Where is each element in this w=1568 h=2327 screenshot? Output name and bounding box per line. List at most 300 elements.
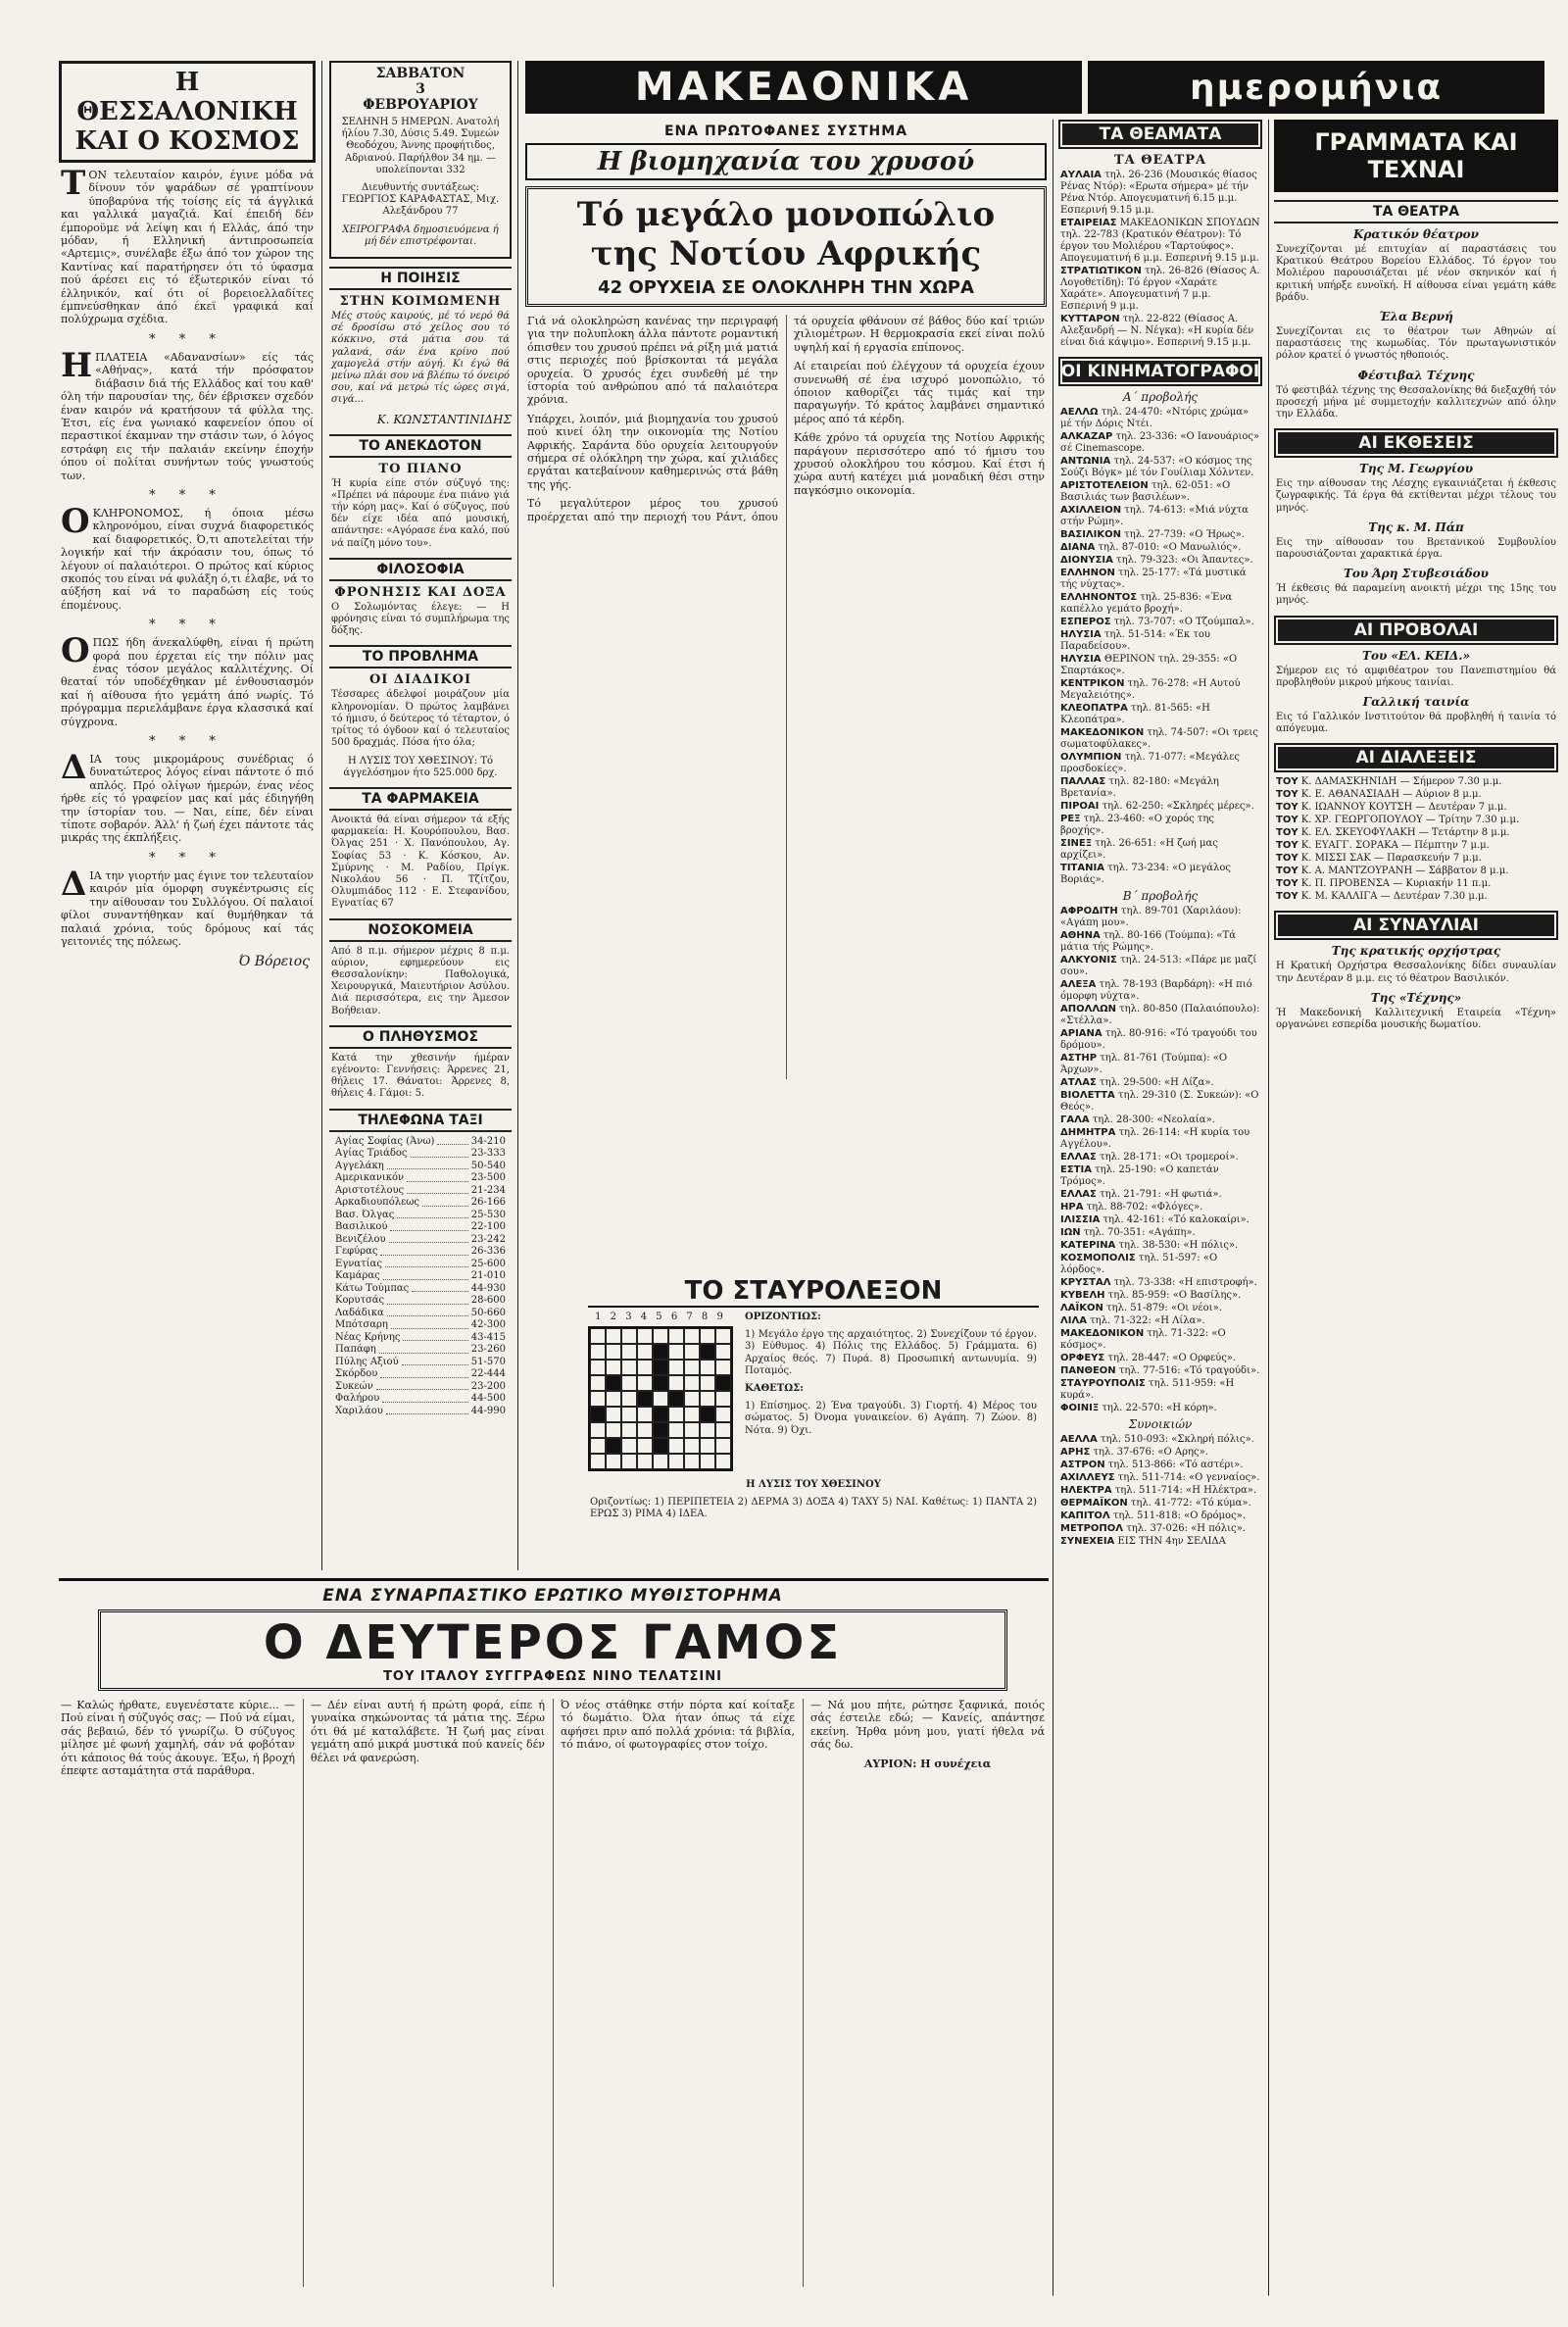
- taxi-stand: Αμερικανικόν: [335, 1172, 405, 1184]
- cinema-entry: ΕΛΛΗΝΟΝΤΟΣ τηλ. 25-836: «Ένα καπέλλο γεμάτο βροχή».: [1060, 592, 1233, 615]
- taxi-stand: Κορυτσάς: [335, 1295, 385, 1307]
- serial-novel: [59, 1586, 1047, 2311]
- cinema-entry-name: ΑΡΙΣΤΟΤΕΛΕΙΟΝ: [1060, 480, 1149, 491]
- cinema-entry: ΙΩΝ τηλ. 70-351: «Αγάπη».: [1060, 1227, 1196, 1238]
- taxi-stand: Αγίας Σοφίας (Άνω): [335, 1135, 435, 1147]
- taxi-phone: 25-530: [470, 1209, 506, 1220]
- cinema-entry-name: ΗΛΥΣΙΑ: [1060, 629, 1102, 640]
- crossword-cell: [653, 1454, 668, 1469]
- divider-stars: * * *: [149, 734, 225, 750]
- hospital-heading: ΝΟΣΟΚΟΜΕΙΑ: [329, 918, 512, 942]
- taxi-row: [335, 1368, 506, 1381]
- taxi-phone: 44-990: [470, 1405, 506, 1416]
- lecture-entry-name: ΤΟΥ: [1276, 802, 1298, 814]
- article-paragraph: Τό μεγαλύτερον μέρος του χρυσού προέρχεται από την περιοχή του Ράντ, όπου τά ορυχεία φθάνουν σέ βάθος δύο καί τριών χιλιομέτρων. Η θερμοκρασία εκεί είναι πολύ υψηλή καί ή εργασία επίπονος.: [527, 315, 1045, 523]
- cinema-entry: ΕΣΠΕΡΟΣ τηλ. 73-707: «Ο Τζούμπαλ».: [1060, 617, 1254, 627]
- cinema-entry: ΑΧΙΛΛΕΥΣ τηλ. 511-714: «Ο γενναίος».: [1060, 1472, 1260, 1483]
- problem-answer: Η ΛΥΣΙΣ ΤΟΥ ΧΘΕΣΙΝΟΥ: Τό άγγελόσημον ήτο 525.000 δρχ.: [343, 755, 498, 778]
- crossword-black-cell: [590, 1407, 606, 1422]
- cinema-entry: ΛΙΛΑ τηλ. 71-322: «Η Λίλα».: [1060, 1315, 1205, 1326]
- crossword-cell: [700, 1328, 715, 1344]
- crossword-cell: [684, 1375, 700, 1391]
- cinema-entry: ΚΥΒΕΛΗ τηλ. 85-959: «Ο Βασίλης».: [1060, 1290, 1242, 1301]
- cinema-entry-name: ΜΕΤΡΟΠΟΛ: [1060, 1523, 1124, 1534]
- taxi-row: [335, 1221, 506, 1234]
- taxi-phone: 50-540: [470, 1160, 506, 1171]
- lecture-entry-name: ΤΟΥ: [1276, 891, 1298, 903]
- article-kicker-title: Η βιομηχανία του χρυσού: [597, 147, 975, 176]
- crossword-cell: [590, 1328, 606, 1344]
- cinema-entry-name: ΑΠΟΛΛΩΝ: [1060, 1004, 1116, 1015]
- crossword-cell: [715, 1328, 731, 1344]
- crossword-cell: [715, 1454, 731, 1469]
- lecture-entry: ΤΟΥ Κ. Ε. ΑΘΑΝΑΣΙΑΔΗ — Αύριον 8 μ.μ.: [1276, 789, 1482, 801]
- crossword-cell: [637, 1344, 653, 1360]
- taxi-stand: Πύλης Αξιού: [335, 1356, 399, 1367]
- cinema-entry-name: ΣΙΝΕΞ: [1060, 838, 1093, 849]
- cinema-entry: ΕΛΛΑΣ τηλ. 28-171: «Οι τρομεροί».: [1060, 1152, 1239, 1163]
- serial-paragraph: — Δέν είναι αυτή ή πρώτη φορά, είπε ή γυναίκα σηκώνοντας τά μάτια της. Ξέρω ότι θά μέ καταλάβετε. Ή ζωή μας είναι γεμάτη από μικρά μυστικά πού κανείς δέν θέλει νά φανερώση.: [311, 1699, 545, 1764]
- crossword-black-cell: [606, 1375, 621, 1391]
- column-rule: [1268, 120, 1269, 2296]
- arts-subhead: Έλα Βερνή: [1379, 310, 1453, 324]
- column-rule: [1053, 120, 1054, 2296]
- cinema-entry: ΙΛΙΣΣΙΑ τηλ. 42-161: «Τό καλοκαίρι».: [1060, 1214, 1250, 1225]
- theatre-entry: ΚΥΤΤΑΡΟΝ τηλ. 22-822 (Θίασος Α. Αλεξανδρή — Ν. Νέγκα): «Η κυρία δέν είναι διά κάψιμο». Εσπερινή 9.15 μ.μ.: [1060, 314, 1254, 348]
- taxi-row: [335, 1185, 506, 1198]
- cinema-entry: ΣΙΝΕΞ τηλ. 26-651: «Η ζωή μας αρχίζει».: [1060, 838, 1218, 861]
- cinema-entry-name: ΕΛΛΗΝΟΝ: [1060, 568, 1115, 578]
- cinema-entry: ΘΕΡΜΑΪΚΟΝ τηλ. 41-772: «Τό κύμα».: [1060, 1498, 1251, 1509]
- crossword-heading: ΤΟ ΣΤΑΥΡΟΛΕΞΟΝ: [588, 1276, 1039, 1308]
- crossword-section: [588, 1276, 1039, 1570]
- date-number: 3: [416, 81, 425, 97]
- cinema-entry: ΠΑΝΘΕΟΝ τηλ. 77-516: «Τό τραγούδι».: [1060, 1365, 1260, 1376]
- taxi-phone: 22-444: [470, 1368, 506, 1380]
- taxi-row: [335, 1246, 506, 1259]
- taxi-phone: 23-260: [470, 1344, 506, 1356]
- crossword-cell: [668, 1422, 684, 1438]
- column-daily-info: [329, 61, 512, 1570]
- crossword-black-cell: [653, 1360, 668, 1375]
- theatre-entry-name: ΚΥΤΤΑΡΟΝ: [1060, 314, 1120, 324]
- taxi-row: [335, 1344, 506, 1357]
- exhibition-text: Εις την αίθουσαν της Λέσχης εγκαινιάζεται ή έκθεσις ζωγραφικής. Τά έργα θά εκτίθενται μέχρι τέλους του μηνός.: [1276, 478, 1556, 514]
- cinema-entry-name: ΣΤΑΥΡΟΥΠΟΛΙΣ: [1060, 1378, 1146, 1389]
- cinema-entry-name: ΡΕΞ: [1060, 814, 1081, 824]
- crossword-black-cell: [653, 1407, 668, 1422]
- leader-dots: [391, 1319, 468, 1329]
- cinema-entry-name: ΑΤΛΑΣ: [1060, 1077, 1097, 1088]
- cinema-entry: ΓΑΛΑ τηλ. 28-300: «Νεολαία».: [1060, 1114, 1215, 1125]
- lecture-entry: ΤΟΥ Κ. ΕΥΑΓΓ. ΣΟΡΑΚΑ — Πέμπτην 7 μ.μ.: [1276, 840, 1490, 852]
- taxi-phone: 42-300: [470, 1319, 506, 1331]
- cinema-entry-name: ΚΟΣΜΟΠΟΛΙΣ: [1060, 1253, 1136, 1263]
- cinema-entry: ΗΡΑ τηλ. 88-702: «Φλόγες».: [1060, 1202, 1203, 1213]
- philosophy-title: ΦΡΟΝΗΣΙΣ ΚΑΙ ΔΟΞΑ: [334, 584, 507, 600]
- crossword-cell: [637, 1438, 653, 1454]
- cinema-entry-name: ΑΡΙΑΝΑ: [1060, 1028, 1102, 1039]
- philosophy-heading: ΦΙΛΟΣΟΦΙΑ: [329, 558, 512, 581]
- lecture-entry-name: ΤΟΥ: [1276, 878, 1298, 890]
- pharmacy-text: Ανοικτά θά είναι σήμερον τά εξής φαρμακεία: Η. Κουρόπουλου, Βασ. Όλγας 251 · Χ. Πανόπουλου, Αγ. Σοφίας 53 · Κ. Κόσκου, Αν. Σμύρνης · Μ. Ραδίου, Πρίγκ. Νικολάου 56 · Π. Τζίτζου, Ολυμπιάδος 112 · Ε. Στεφανίδου, Εγνατίας 67: [331, 814, 510, 910]
- taxi-stand: Εγνατίας: [335, 1258, 382, 1269]
- taxi-row: [335, 1270, 506, 1283]
- cinema-entry: ΑΡΗΣ τηλ. 37-676: «Ο Αρης».: [1060, 1447, 1208, 1458]
- leader-dots: [387, 1295, 468, 1305]
- taxi-phone: 25-600: [470, 1258, 506, 1269]
- anecdote-text: Ή κυρία είπε στόν σύζυγό της: «Πρέπει νά πάρουμε ένα πιάνο γιά τήν κόρη μας». Καί ό σύζυγος, πού δέν είχε ιδέα από μουσική, απάντησε: «Αγόρασε ένα καλό, πού νά παίζη μόνο του».: [331, 477, 510, 549]
- taxi-phone: 26-166: [470, 1197, 506, 1209]
- crossword-cell: [715, 1422, 731, 1438]
- taxi-heading: ΤΗΛΕΦΩΝΑ ΤΑΞΙ: [329, 1109, 512, 1132]
- crossword-black-cell: [637, 1391, 653, 1407]
- cinema-entry: ΑΕΛΛΩ τηλ. 24-470: «Ντόρις χρώμα» μέ τήν Δόρις Ντέι.: [1060, 407, 1250, 429]
- cinema-entry: ΦΟΙΝΙΞ τηλ. 22-570: «Η κόρη».: [1060, 1403, 1217, 1413]
- taxi-stand: Αρκαδιουπόλεως: [335, 1197, 420, 1209]
- crossword-solution: Οριζοντίως: 1) ΠΕΡΙΠΕΤΕΙΑ 2) ΔΕΡΜΑ 3) ΔΟΞΑ 4) ΤΑΧΥ 5) ΝΑΙ. Καθέτως: 1) ΠΑΝΤΑ 2) ΕΡΩΣ 3) ΡΙΜΑ 4) ΙΔΕΑ.: [590, 1497, 1037, 1520]
- masthead-banner: [525, 61, 1544, 114]
- cinema-entry: ΔΙΟΝΥΣΙΑ τηλ. 79-323: «Οι Άπαντες».: [1060, 555, 1253, 566]
- cinema-entry: ΚΑΤΕΡΙΝΑ τηλ. 38-530: «Η πόλις».: [1060, 1240, 1239, 1251]
- crossword-cell: [684, 1344, 700, 1360]
- crossword-cell: [715, 1344, 731, 1360]
- crossword-black-cell: [700, 1344, 715, 1360]
- cinema-entry: ΑΕΛΛΑ τηλ. 510-093: «Σκληρή πόλις».: [1060, 1434, 1254, 1445]
- cinema-entry: ΠΙΡΟΑΙ τηλ. 62-250: «Σκληρές μέρες».: [1060, 801, 1254, 812]
- leader-dots: [390, 1221, 467, 1231]
- taxi-row: [335, 1357, 506, 1369]
- lecture-entry: ΤΟΥ Κ. Α. ΜΑΝΤΖΟΥΡΑΝΗ — Σάββατον 8 μ.μ.: [1276, 866, 1509, 877]
- taxi-stand: Αριστοτέλους: [335, 1184, 405, 1196]
- crossword-cell: [621, 1438, 637, 1454]
- lecture-entry-name: ΤΟΥ: [1276, 853, 1298, 865]
- cinema-entry-name: ΤΙΤΑΝΙΑ: [1060, 863, 1104, 873]
- leader-dots: [402, 1357, 468, 1366]
- section-rule: [59, 1578, 1049, 1581]
- cinema-entry-name: ΕΛΛΑΣ: [1060, 1189, 1097, 1200]
- taxi-phone: 23-242: [470, 1233, 506, 1245]
- crossword-cell: [684, 1454, 700, 1469]
- taxi-stand: Βασιλικού: [335, 1221, 388, 1233]
- lecture-entry: ΤΟΥ Κ. Μ. ΚΑΛΛΙΓΑ — Δευτέραν 7.30 μ.μ.: [1276, 891, 1488, 903]
- cinema-entry-name: ΑΘΗΝΑ: [1060, 930, 1101, 941]
- crossword-black-cell: [715, 1375, 731, 1391]
- cinema-entry-name: ΕΛΛΗΝΟΝΤΟΣ: [1060, 592, 1138, 603]
- anecdote-title: ΤΟ ΠΙΑΝΟ: [378, 461, 463, 476]
- taxi-stand: Παπάφη: [335, 1344, 376, 1356]
- cinema-entry: ΑΛΚΥΟΝΙΣ τηλ. 24-513: «Πάρε με μαζί σου».: [1060, 955, 1257, 977]
- leader-dots: [387, 1161, 468, 1170]
- leader-dots: [412, 1283, 468, 1293]
- article-body: [525, 315, 1047, 1079]
- taxi-phone: 23-200: [470, 1380, 506, 1392]
- crossword-cell: [637, 1407, 653, 1422]
- cinema-entry: ΕΛΛΑΣ τηλ. 21-791: «Η φωτιά».: [1060, 1189, 1222, 1200]
- divider-stars: * * *: [149, 331, 225, 347]
- letters-arts-heading-text: ΓΡΑΜΜΑΤΑ ΚΑΙ ΤΕΧΝΑΙ: [1314, 128, 1518, 183]
- crossword-cell: [668, 1344, 684, 1360]
- serial-title: Ο ΔΕΥΤΕΡΟΣ ΓΑΜΟΣ: [263, 1615, 843, 1670]
- crossword-cell: [621, 1375, 637, 1391]
- taxi-row: [335, 1161, 506, 1173]
- cinema-entry-name: ΚΑΠΙΤΟΛ: [1060, 1510, 1110, 1521]
- taxi-phone: 34-210: [470, 1135, 506, 1147]
- crossword-cell: [668, 1360, 684, 1375]
- taxi-row: [335, 1136, 506, 1149]
- lecture-entry: ΤΟΥ Κ. ΕΛ. ΣΚΕΥΟΦΥΛΑΚΗ — Τετάρτην 8 μ.μ.: [1276, 827, 1510, 839]
- crossword-cell: [590, 1422, 606, 1438]
- leader-dots: [382, 1393, 468, 1403]
- taxi-stand: Χαριλάου: [335, 1405, 383, 1416]
- column-title-line1: Η ΘΕΣΣΑΛΟΝΙΚΗ: [76, 68, 298, 126]
- cinema-entry-name: ΗΡΑ: [1060, 1202, 1084, 1213]
- crossword-across-heading: ΟΡΙΖΟΝΤΙΩΣ:: [745, 1312, 821, 1322]
- cinema-entry-name: ΟΛΥΜΠΙΟΝ: [1060, 752, 1122, 763]
- cinema-entry-name: ΕΛΛΑΣ: [1060, 1152, 1097, 1163]
- lecture-entry-name: ΤΟΥ: [1276, 827, 1298, 839]
- crossword-cell: [684, 1391, 700, 1407]
- first-run-subheading: Α΄ προβολής: [1122, 390, 1199, 404]
- article-kicker-box: [525, 143, 1047, 180]
- paragraph: ΟΚΛΗΡΟΝΟΜΟΣ, ή όποια μέσω κληρονόμου, είναι συχνά διαφορετικός καί διαφορετικός. Ό,τι αποτελείται τήν λογικήν καί τήν άκρόασιν του, όπως τό λέγουν οί παλαιότεροι. Ο πρώτος καί κύριος σκοπός του είναι νά φυλάξη ό,τι έλαβε, νά το αύξήση καί νά το παραδώση είς τούς έπομένους.: [61, 501, 314, 612]
- cinema-entry-name: ΕΣΤΙΑ: [1060, 1164, 1092, 1175]
- taxi-stand: Βασ. Όλγας: [335, 1209, 395, 1220]
- poem-title: ΣΤΗΝ ΚΟΙΜΩΜΕΝΗ: [339, 294, 502, 310]
- cinema-entry-name: ΟΡΦΕΥΣ: [1060, 1353, 1105, 1363]
- arts-text: Συνεχίζονται μέ επιτυχίαν αί παραστάσεις του Κρατικού Θεάτρου Βορείου Ελλάδος. Τό έργον του Μολιέρου παρουσιάζεται μέ νέον σκηνικόν καί ή κριτική υπήρξε ευνοϊκή. Η αίθουσα είναι γεμάτη κάθε βράδυ.: [1276, 244, 1556, 303]
- serial-kicker: ΕΝΑ ΣΥΝΑΡΠΑΣΤΙΚΟ ΕΡΩΤΙΚΟ ΜΥΘΙΣΤΟΡΗΜΑ: [322, 1586, 783, 1606]
- taxi-stand: Καμάρας: [335, 1270, 380, 1282]
- crossword-cell: [606, 1344, 621, 1360]
- paragraph: ΗΠΛΑΤΕΙΑ «Αδανανσίων» είς τάς «Αθήνας», κατά τήν πρόσφατον διάβασιν διά τής Ελλάδος καί του καθ' όλη τήν παρουσίαν της, δέν έβρισκεν σχεδόν έναν καιρόν νά κρατήσουν τά φύλλα της. Έτσι, είς ένα γωνιακό καφενείον όπου οί περαστικοί έκαμναν την στάσιν των, ό λόγος εστράφη εις τήν παλαιάν εκείνην έποχήν όπου οί πολίται συνήντων τούς γνωστούς των.: [61, 345, 314, 482]
- letters-arts-heading: [1274, 120, 1558, 192]
- leader-dots: [387, 1308, 468, 1317]
- serial-paragraph: — Νά μου πήτε, ρώτησε ξαφνικά, ποιός σάς έστειλε εδώ; — Κανείς, απάντησε εκείνη. Ήρθα μόνη μου, γιατί ήθελα νά σάς δω.: [810, 1699, 1045, 1752]
- cinema-entry-name: ΠΑΛΛΑΣ: [1060, 776, 1106, 787]
- cinema-entry-name: ΘΕΡΜΑΪΚΟΝ: [1060, 1498, 1128, 1509]
- crossword-black-cell: [653, 1375, 668, 1391]
- taxi-stand: Αγίας Τριάδος: [335, 1148, 408, 1160]
- taxi-row: [335, 1295, 506, 1308]
- arts-text: Τό φεστιβάλ τέχνης της Θεσσαλονίκης θά διεξαχθή τόν προσεχή μήνα μέ συμμετοχήν καλλιτεχνών από όλην την Ελλάδα.: [1276, 384, 1556, 421]
- leader-dots: [383, 1270, 468, 1280]
- taxi-row: [335, 1393, 506, 1406]
- theatres-subheading: ΤΑ ΘΕΑΤΡΑ: [1113, 153, 1207, 168]
- cinema-entry-name: ΚΡΥΣΤΑΛ: [1060, 1277, 1111, 1288]
- suburbs-list: [1058, 1434, 1262, 1548]
- leader-dots: [437, 1136, 467, 1146]
- column-title-line2: ΚΑΙ Ο ΚΟΣΜΟΣ: [74, 126, 300, 156]
- taxi-row: [335, 1234, 506, 1247]
- first-run-list: [1058, 407, 1262, 886]
- newspaper-page: [59, 61, 1563, 2315]
- leader-dots: [386, 1406, 468, 1415]
- lecture-entry: ΤΟΥ Κ. ΔΑΜΑΣΚΗΝΙΔΗ — Σήμερον 7.30 μ.μ.: [1276, 776, 1502, 788]
- cinema-entry: ΜΑΚΕΔΟΝΙΚΟΝ τηλ. 71-322: «Ο κόσμος».: [1060, 1328, 1226, 1351]
- article-paragraph: Αί εταιρείαι πού έλέγχουν τά ορυχεία έχουν συνενωθή σέ ένα ισχυρό μονοπώλιο, τό όποιον καθορίζει τάς τιμάς καί την παραγωγήν. Τό κράτος λαμβάνει σημαντικό μέρος από τά κέρδη.: [794, 360, 1045, 425]
- article-headline-1: Τό μεγάλο μονοπώλιο: [576, 195, 996, 234]
- masthead-right-text: ημερομήνια: [1190, 67, 1444, 108]
- cinema-entry-name: ΜΑΚΕΔΟΝΙΚΟΝ: [1060, 1328, 1145, 1339]
- cinema-entry: ΟΡΦΕΥΣ τηλ. 28-447: «Ο Ορφεύς».: [1060, 1353, 1237, 1363]
- taxi-list: [329, 1136, 512, 1418]
- exhibitions-heading: ΑΙ ΕΚΘΕΣΕΙΣ: [1274, 428, 1558, 458]
- cinema-entry: ΡΕΞ τηλ. 23-460: «Ο χορός της βροχής».: [1060, 814, 1214, 836]
- theatre-entry-name: ΑΥΛΑΙΑ: [1060, 170, 1102, 180]
- taxi-stand: Νέας Κρήνης: [335, 1331, 401, 1343]
- leader-dots: [407, 1172, 468, 1182]
- arts-text: Συνεχίζονται εις το θέατρον των Αθηνών αί παραστάσεις της κωμωδίας. Τόν πρωταγωνιστικόν ρόλον κρατεί ό γνωστός ηθοποιός.: [1276, 326, 1556, 362]
- cinema-entry-name: ΔΙΟΝΥΣΙΑ: [1060, 555, 1113, 566]
- concert-title: Της «Τέχνης»: [1370, 990, 1462, 1005]
- lecture-entry-name: ΤΟΥ: [1276, 776, 1298, 788]
- crossword-cell: [621, 1422, 637, 1438]
- article-headline-2: της Νοτίου Αφρικής: [590, 234, 982, 273]
- crossword-cell: [715, 1360, 731, 1375]
- cinema-entry: ΚΑΠΙΤΟΛ τηλ. 511-818: «Ο δρόμος».: [1060, 1510, 1246, 1521]
- cinema-entry: ΤΙΤΑΝΙΑ τηλ. 73-234: «Ο μεγάλος Βοριάς».: [1060, 863, 1231, 885]
- hospital-text: Από 8 π.μ. σήμερον μέχρις 8 π.μ. αύριον, εφημερεύουν εις Θεσσαλονίκην: Παθολογικά, Χειρουργικά, Μαιευτήριον Ασύλου. Διά περισσότερα, εις την Άμεσον Βοήθειαν.: [331, 945, 510, 1016]
- taxi-stand: Σκόρδου: [335, 1368, 378, 1380]
- cinema-entry: ΑΛΕΞΑ τηλ. 78-193 (Βαρδάρη): «Η πιό όμορφη νύχτα».: [1060, 979, 1252, 1002]
- leader-dots: [385, 1259, 468, 1268]
- date-day: ΣΑΒΒΑΤΟΝ: [375, 66, 466, 81]
- taxi-phone: 44-930: [470, 1282, 506, 1294]
- cinema-entry: ΗΛΥΣΙΑ ΘΕΡΙΝΟΝ τηλ. 29-355: «Ο Σπαρτάκος».: [1060, 654, 1238, 676]
- leader-dots: [422, 1197, 468, 1207]
- taxi-row: [335, 1259, 506, 1271]
- theatre-list: [1058, 170, 1262, 349]
- cinema-entry-name: ΠΑΝΘΕΟΝ: [1060, 1365, 1116, 1376]
- cinema-entry: ΑΡΙΑΝΑ τηλ. 80-916: «Τό τραγούδι του δρόμου».: [1060, 1028, 1257, 1051]
- crossword-numbers: 1 2 3 4 5 6 7 8 9: [595, 1312, 726, 1322]
- cinema-entry-name: ΑΣΤΡΟΝ: [1060, 1460, 1105, 1470]
- editor-info: Διευθυντής συντάξεως: ΓΕΩΡΓΙΟΣ ΚΑΡΑΦΑΣΤΑΣ, Μιχ. Αλεξάνδρου 77: [341, 182, 500, 218]
- cinema-entry: ΕΛΛΗΝΟΝ τηλ. 25-177: «Τά μυστικά τής νύχτας».: [1060, 568, 1247, 590]
- column-letters-arts: [1274, 120, 1558, 2296]
- cinema-entry-name: ΠΙΡΟΑΙ: [1060, 801, 1100, 812]
- column-thessaloniki: [59, 61, 316, 1551]
- taxi-phone: 51-570: [470, 1356, 506, 1367]
- crossword-black-cell: [653, 1422, 668, 1438]
- crossword-black-cell: [668, 1391, 684, 1407]
- projection-title: Γαλλική ταινία: [1362, 695, 1470, 710]
- crossword-across: 1) Μεγάλο έργο της αρχαιότητος. 2) Συνεχίζουν τό έργον. 3) Εύθυμος. 4) Πόλις της Ελλάδος. 5) Γράμματα. 6) Αρχαίος θεός. 7) Πυρά. 8) Προσωπική αντωνυμία. 9) Ποταμός.: [745, 1329, 1037, 1376]
- cinema-entry-name: ΑΕΛΛΩ: [1060, 407, 1099, 418]
- arts-subhead: Φέστιβαλ Τέχνης: [1357, 368, 1475, 382]
- crossword-cell: [684, 1328, 700, 1344]
- cinema-entry: ΑΛΚΑΖΑΡ τηλ. 23-336: «Ο Ιανουάριος» σέ Cinemascope.: [1060, 431, 1260, 454]
- cinemas-heading: ΟΙ ΚΙΝΗΜΑΤΟΓΡΑΦΟΙ: [1058, 357, 1262, 386]
- paragraph: ΔΙΑ τους μικρομάρους συνέδριας ό δυνατώτερος λόγος είναι πάντοτε ό πιό απλός. Πρό ολίγων ήμερών, ένας νέος ήρθε είς τό γραφείον μας καί μάς έδιηγήθη την ίστορίαν του. — Ναι, είπε, δέν είναι τίποτε σοβαρόν. Άλλ' ή ζωή έχει πάντοτε τάς μικράς της έκπλήξεις.: [61, 748, 314, 845]
- serial-title-box: [98, 1609, 1007, 1691]
- taxi-phone: 21-010: [470, 1270, 506, 1282]
- taxi-phone: 50-660: [470, 1307, 506, 1318]
- taxi-row: [335, 1319, 506, 1332]
- column-rule: [321, 61, 322, 1570]
- article-paragraph: Γιά νά ολοκληρώση κανένας την περιγραφή για την πολυπλοκη άλλα πάντοτε ρομαντική όπισθεν του χρυσού πρέπει νά ρίξη μιά ματιά στις περιοχές πού βρίσκονται τά μεγάλα ορυχεία. Ό χρυσός έχει συνδεθή μέ την ίστορία τού ανθρώπου από τά παλαιότερα χρόνια.: [527, 315, 778, 407]
- pharmacy-heading: ΤΑ ΦΑΡΜΑΚΕΙΑ: [329, 787, 512, 811]
- taxi-phone: 21-234: [470, 1184, 506, 1196]
- crossword-cell: [590, 1391, 606, 1407]
- exhibition-text: Ή έκθεσις θά παραμείνη ανοικτή μέχρι της 15ης του μηνός.: [1276, 583, 1556, 607]
- column-title-box: [59, 61, 316, 163]
- crossword-cell: [668, 1407, 684, 1422]
- crossword-solution-heading: Η ΛΥΣΙΣ ΤΟΥ ΧΘΕΣΙΝΟΥ: [746, 1479, 881, 1490]
- crossword-cell: [715, 1407, 731, 1422]
- cinema-entry: ΠΑΛΛΑΣ τηλ. 82-180: «Μεγάλη Βρετανία».: [1060, 776, 1219, 799]
- crossword-cell: [700, 1360, 715, 1375]
- crossword-cell: [621, 1344, 637, 1360]
- theatre-entry-name: ΕΤΑΙΡΕΙΑΣ: [1060, 218, 1117, 228]
- taxi-row: [335, 1381, 506, 1394]
- concerts-heading: ΑΙ ΣΥΝΑΥΛΙΑΙ: [1274, 911, 1558, 940]
- cinema-entry-name: ΑΛΕΞΑ: [1060, 979, 1097, 990]
- projection-text: Εις τό Γαλλικόν Ινστιτούτον θά προβληθή ή ταινία τό απόγευμα.: [1276, 712, 1556, 735]
- leader-dots: [380, 1246, 467, 1256]
- crossword-cell: [668, 1375, 684, 1391]
- leader-dots: [379, 1344, 468, 1354]
- taxi-phone: 28-600: [470, 1295, 506, 1307]
- crossword-cell: [621, 1391, 637, 1407]
- crossword-cell: [637, 1328, 653, 1344]
- crossword-cell: [700, 1422, 715, 1438]
- theatre-entry: ΑΥΛΑΙΑ τηλ. 26-236 (Μουσικός θίασος Ρένας Ντόρ): «Ερωτα σήμερα» μέ τήν Ρένα Ντόρ. Απογευματινή 6.15 μ.μ. Εσπερινή 9.15 μ.μ.: [1060, 170, 1257, 216]
- crossword-cell: [700, 1454, 715, 1469]
- taxi-stand: Φαλήρου: [335, 1393, 380, 1405]
- lecture-entry-name: ΤΟΥ: [1276, 840, 1298, 852]
- crossword-cell: [653, 1328, 668, 1344]
- taxi-row: [335, 1148, 506, 1161]
- date-month: ΦΕΒΡΟΥΑΡΙΟΥ: [363, 97, 478, 113]
- poetry-heading: Η ΠΟΙΗΣΙΣ: [329, 267, 512, 290]
- leader-dots: [403, 1332, 467, 1342]
- taxi-stand: Αγγελάκη: [335, 1160, 384, 1171]
- cinema-entry: ΚΡΥΣΤΑΛ τηλ. 73-338: «Η επιστροφή».: [1060, 1277, 1257, 1288]
- cinema-entry: ΣΥΝΕΧΕΙΑ ΕΙΣ ΤΗΝ 4ην ΣΕΛΙΔΑ: [1060, 1536, 1226, 1547]
- taxi-row: [335, 1308, 506, 1320]
- crossword-cell: [590, 1360, 606, 1375]
- crossword-cell: [653, 1391, 668, 1407]
- taxi-row: [335, 1172, 506, 1185]
- projection-title: Του «ΕΛ. ΚΕΙΔ.»: [1362, 648, 1470, 663]
- cinema-entry: ΑΠΟΛΛΩΝ τηλ. 80-850 (Παλαιόπουλο): «Στέλλα».: [1060, 1004, 1260, 1026]
- leader-dots: [380, 1368, 467, 1378]
- article-kicker: ΕΝΑ ΠΡΩΤΟΦΑΝΕΣ ΣΥΣΤΗΜΑ: [663, 124, 908, 139]
- crossword-cell: [621, 1360, 637, 1375]
- cinema-entry-name: ΑΣΤΗΡ: [1060, 1053, 1098, 1064]
- population-heading: Ο ΠΛΗΘΥΣΜΟΣ: [329, 1025, 512, 1049]
- philosophy-text: Ο Σολωμόντας έλεγε: — Η φρόνησις είναι τό συμπλήρωμα της δόξης.: [331, 601, 510, 637]
- crossword-cell: [606, 1328, 621, 1344]
- lecture-entry: ΤΟΥ Κ. ΙΩΑΝΝΟΥ ΚΟΥΤΣΗ — Δευτέραν 7 μ.μ.: [1276, 802, 1507, 814]
- cinema-entry-name: ΑΧΙΛΛΕΙΟΝ: [1060, 505, 1122, 516]
- taxi-row: [335, 1210, 506, 1222]
- cinema-entry: ΒΑΣΙΛΙΚΟΝ τηλ. 27-739: «Ο Ήρως».: [1060, 529, 1245, 540]
- divider-stars: * * *: [149, 487, 225, 503]
- lectures-list: [1274, 776, 1558, 903]
- taxi-phone: 26-336: [470, 1246, 506, 1258]
- taxi-stand: Μπότσαρη: [335, 1319, 388, 1331]
- masthead-right: [1088, 61, 1544, 114]
- cinema-entry: ΑΘΗΝΑ τηλ. 80-166 (Τούμπα): «Τά μάτια τής Ρώμης».: [1060, 930, 1236, 953]
- cinema-entry-name: ΑΛΚΑΖΑΡ: [1060, 431, 1113, 442]
- article-headline-box: [525, 186, 1047, 307]
- serial-paragraph: — Καλώς ήρθατε, ευγενέστατε κύριε... — Πού είναι ή σύζυγός σας; — Πού νά είμαι, σάς βεβαιώ, δέν τό γνωρίζω. Ό σύζυγος μίλησε μέ φωνή χαμηλή, σάν νά φοβόταν ότι κάποιος θά τούς άκουγε. Έξω, ή βροχή έπεφτε ασταμάτητα στά παράθυρα.: [61, 1699, 295, 1778]
- taxi-phone: 23-333: [470, 1148, 506, 1160]
- crossword-cell: [621, 1407, 637, 1422]
